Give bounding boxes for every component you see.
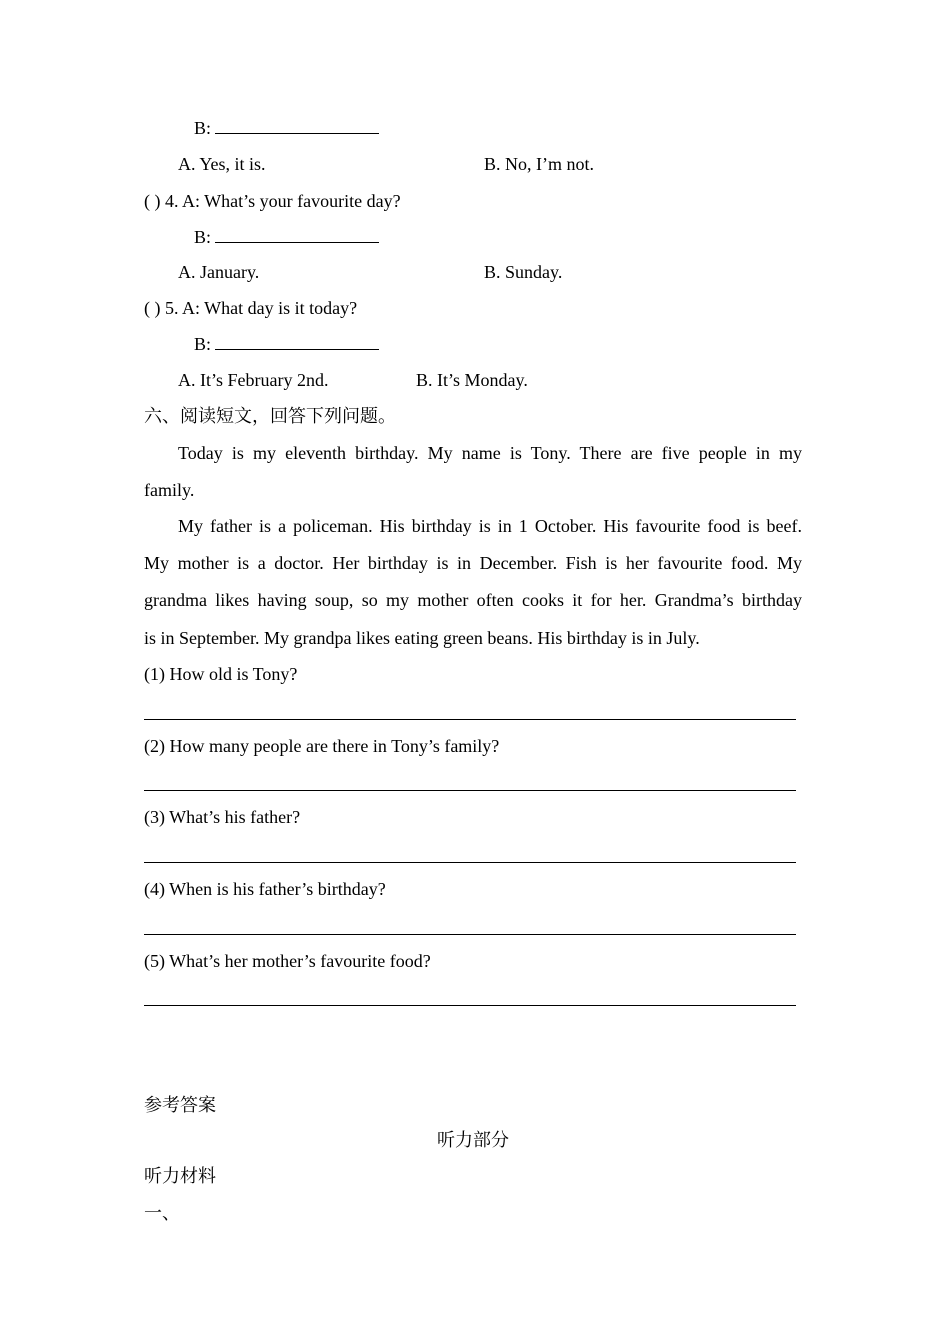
listening-part-heading: 听力部分 (437, 1130, 509, 1151)
q4-option-a[interactable]: A. January. (178, 262, 260, 282)
q5-answer-blank[interactable] (215, 333, 379, 350)
q4-answer-prompt (194, 226, 379, 248)
q5-question: ( ) 5. A: What day is it today? (144, 298, 358, 318)
q3-answer-prompt (194, 117, 379, 139)
q4-answer-blank[interactable] (215, 226, 379, 243)
reading-question-5: (5) What’s her mother’s favourite food? (144, 951, 431, 971)
passage-p2-line1: My father is a policeman. His birthday is in 1 October. His favourite food is beef. (178, 516, 802, 536)
reading-question-4: (4) When is his father’s birthday? (144, 879, 386, 899)
passage-p2-line2: My mother is a doctor. Her birthday is in December. Fish is her favourite food. My (144, 553, 802, 573)
answer-line-3[interactable] (144, 862, 796, 863)
q4-question: ( ) 4. A: What’s your favourite day? (144, 191, 401, 211)
q3-option-a[interactable]: A. Yes, it is. (178, 154, 266, 174)
reading-question-2: (2) How many people are there in Tony’s family? (144, 736, 500, 756)
q3-option-b[interactable]: B. No, I’m not. (484, 154, 594, 174)
reading-question-1: (1) How old is Tony? (144, 664, 298, 684)
answer-line-1[interactable] (144, 719, 796, 720)
answer-line-2[interactable] (144, 790, 796, 791)
q5-option-a[interactable]: A. It’s February 2nd. (178, 370, 329, 390)
q4-b-label: B: (194, 227, 212, 247)
passage-p2-line4: is in September. My grandpa likes eating green beans. His birthday is in July. (144, 628, 700, 648)
q4-option-b[interactable]: B. Sunday. (484, 262, 563, 282)
section6-heading: 六、阅读短文，回答下列问题。 (144, 406, 396, 427)
answer-line-5[interactable] (144, 1005, 796, 1006)
answer-key-title: 参考答案 (144, 1095, 216, 1116)
answer-section-1: 一、 (144, 1203, 180, 1224)
answer-line-4[interactable] (144, 934, 796, 935)
listening-material-heading: 听力材料 (144, 1166, 216, 1187)
q5-option-b[interactable]: B. It’s Monday. (416, 370, 528, 390)
passage-p2-line3: grandma likes having soup, so my mother often cooks it for her. Grandma’s birthday (144, 590, 802, 610)
q5-answer-prompt (194, 333, 379, 355)
passage-p1-line1: Today is my eleventh birthday. My name is Tony. There are five people in my (178, 443, 802, 463)
q3-answer-blank[interactable] (215, 117, 379, 134)
q5-b-label: B: (194, 334, 212, 354)
q3-b-label: B: (194, 118, 212, 138)
passage-p1-line2: family. (144, 480, 195, 500)
reading-question-3: (3) What’s his father? (144, 807, 301, 827)
